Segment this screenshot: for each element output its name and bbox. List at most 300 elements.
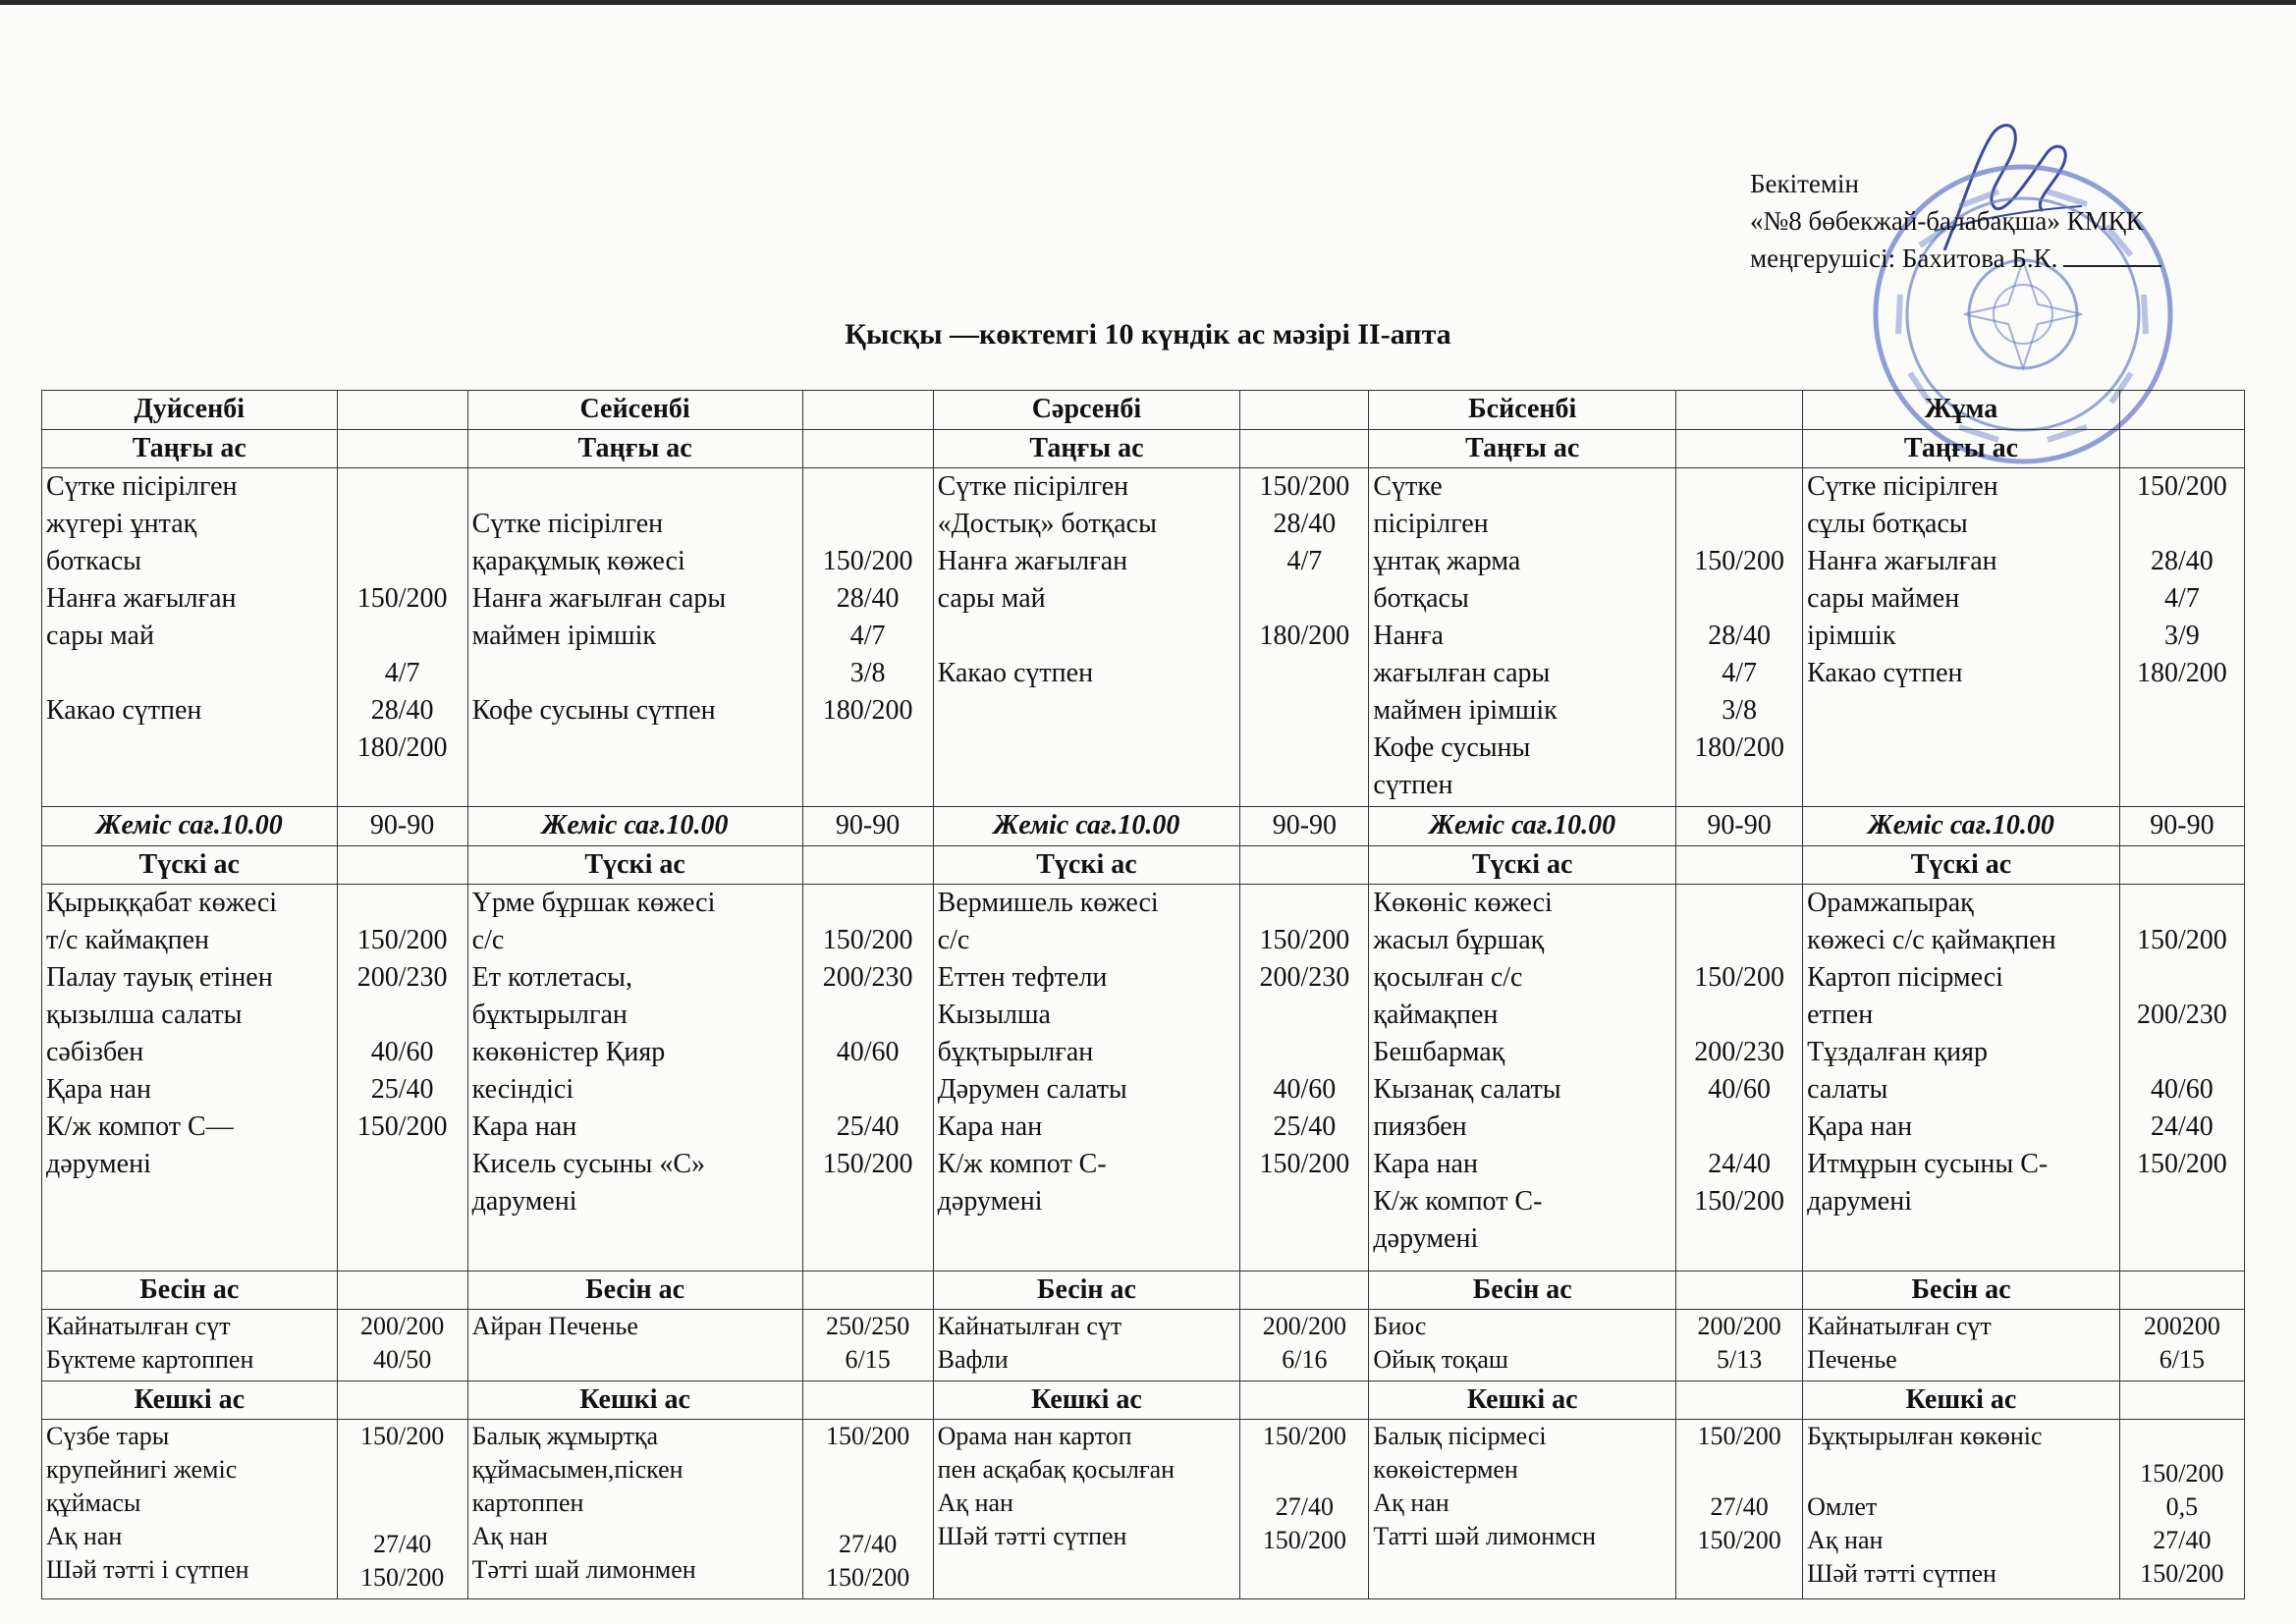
portion: 150/200 xyxy=(1694,546,1784,577)
dish-line: сары маймен xyxy=(1807,583,1960,615)
portion xyxy=(807,885,929,922)
dish-line: кесіндісі xyxy=(471,1073,574,1105)
dish-line: Көкөніс көжесі xyxy=(1373,887,1553,918)
dish-line: Сүтке пісірілген xyxy=(471,509,664,540)
portion-cell xyxy=(337,468,467,807)
dish-line: сәбізбен xyxy=(46,1036,144,1067)
dish-line: сүтпен xyxy=(1373,770,1453,801)
portion-cell xyxy=(337,1310,467,1380)
portion-cell xyxy=(802,1310,933,1380)
portion: 40/60 xyxy=(1273,1073,1337,1105)
fruit-row xyxy=(42,807,2245,845)
dish-line: бұктырылган xyxy=(471,999,628,1030)
portion: 3/8 xyxy=(849,658,886,689)
portion xyxy=(2124,1420,2240,1457)
dish-line: К/ж компот С- xyxy=(937,1148,1107,1179)
portion: 27/40 xyxy=(372,1529,432,1558)
portion xyxy=(1680,885,1798,922)
portion: 150/200 xyxy=(359,1421,445,1450)
dish-line: қаймақпен xyxy=(1373,999,1499,1030)
dish-line: Қырыққабат көжесі xyxy=(46,887,278,918)
dish-line: Кызылша xyxy=(937,999,1051,1030)
portion: 0,5 xyxy=(2165,1491,2199,1521)
dish-cell xyxy=(933,884,1240,1271)
portion: 150/200 xyxy=(356,583,448,615)
portion: 90-90 xyxy=(802,807,933,845)
dish-line: Биос xyxy=(1373,1312,1427,1341)
meal-label: Жеміс сағ.10.00 xyxy=(1369,807,1676,845)
portion: 200/200 xyxy=(1262,1312,1346,1341)
dish-cell xyxy=(1803,1310,2120,1380)
dish-line: боткасы xyxy=(46,546,141,577)
dish-line: Палау тауық етінен xyxy=(46,961,273,993)
dish-line: Кофе сусыны сүтпен xyxy=(471,695,716,727)
menu-table xyxy=(41,390,2245,1599)
dish-line: К/ж компот С— xyxy=(46,1110,234,1142)
portion-cell xyxy=(1240,884,1369,1271)
dish-line: Кызанақ салаты xyxy=(1373,1073,1561,1105)
day-header: Сейсенбі xyxy=(467,391,802,430)
dish-line: Картоп пісірмесі xyxy=(1807,961,2003,993)
portion: 25/40 xyxy=(836,1110,900,1142)
dish-cell xyxy=(42,1419,338,1598)
portion-cell xyxy=(2119,884,2244,1271)
dish-line: Вафли xyxy=(937,1345,1009,1375)
day-header: Бсйсенбі xyxy=(1369,391,1676,430)
dish-line: Шәй тәтті і сүтпен xyxy=(46,1554,249,1584)
portion: 40/60 xyxy=(836,1036,900,1067)
portion: 6/16 xyxy=(1282,1345,1328,1375)
meal-label: Бесін ас xyxy=(1369,1272,1676,1310)
dish-line: дарумені xyxy=(1807,1185,1912,1217)
portion: 200/230 xyxy=(822,961,913,993)
lunch-label-row xyxy=(42,845,2245,884)
dish-cell xyxy=(467,1310,802,1380)
portion: 27/40 xyxy=(1275,1491,1334,1521)
meal-label: Түскі ас xyxy=(42,845,338,884)
portion: 150/200 xyxy=(359,1562,445,1592)
portion: 150/200 xyxy=(1262,1525,1346,1554)
dish-line: Вермишель көжесі xyxy=(937,887,1159,918)
signature-line xyxy=(2063,244,2161,267)
dish-line: с/с xyxy=(937,924,970,955)
portion xyxy=(1244,580,1364,618)
meal-label: Кешкі ас xyxy=(1369,1380,1676,1419)
portion: 6/15 xyxy=(845,1345,891,1375)
portion: 200200 xyxy=(2143,1312,2220,1341)
dish-line: Айран Печенье xyxy=(471,1312,638,1341)
snack-label-row xyxy=(42,1272,2245,1310)
portion: 40/50 xyxy=(372,1345,432,1375)
page-title: Қысқы —көктемгі 10 күндік ас мәзірі II-апта xyxy=(845,318,1451,351)
portion: 200/200 xyxy=(1697,1312,1781,1341)
dish-line: Шәй тәтті сүтпен xyxy=(937,1521,1127,1550)
approval-line-3 xyxy=(1750,240,2161,277)
portion-cell xyxy=(1676,468,1803,807)
portion: 180/200 xyxy=(1694,732,1784,764)
portion xyxy=(807,1071,929,1109)
breakfast-label-row xyxy=(42,430,2245,468)
portion xyxy=(807,506,929,543)
portion: 150/200 xyxy=(2137,471,2227,503)
dish-line: маймен ірімшік xyxy=(1373,695,1558,727)
portion xyxy=(342,1453,464,1490)
day-header: Сәрсенбі xyxy=(933,391,1240,430)
portion: 150/200 xyxy=(2137,1148,2227,1179)
dish-line: Орама нан картоп xyxy=(937,1421,1132,1450)
dish-line: Үрме бұршак көжесі xyxy=(471,887,716,918)
dish-line: құймасымен,піскен xyxy=(471,1454,683,1484)
dish-line: Бұқтырылған көкөніс xyxy=(1807,1421,2043,1450)
portion-cell xyxy=(802,468,933,807)
dish-cell xyxy=(1369,1310,1676,1380)
scan-top-border xyxy=(0,0,2296,5)
dish-line: Сүтке пісірілген xyxy=(1807,471,1998,503)
approval-line-2: «№8 бөбекжай-балабақша» КМҚК xyxy=(1750,206,2144,236)
portion: 150/200 xyxy=(822,1148,913,1179)
portion xyxy=(1680,1109,1798,1146)
portion: 200/230 xyxy=(2137,999,2227,1030)
portion xyxy=(1680,1453,1798,1490)
dish-line: жасыл бұршақ xyxy=(1373,924,1545,955)
portion: 200/200 xyxy=(359,1312,445,1341)
portion: 28/40 xyxy=(1708,621,1771,652)
portion: 150/200 xyxy=(2140,1558,2224,1588)
dish-line: Ақ нан xyxy=(1807,1525,1884,1554)
meal-label: Жеміс сағ.10.00 xyxy=(467,807,802,845)
dinner-label-row xyxy=(42,1380,2245,1419)
dinner-row xyxy=(42,1419,2245,1598)
dish-line xyxy=(938,618,1236,655)
dish-line: бұқтырылған xyxy=(937,1036,1094,1067)
portion: 200/230 xyxy=(1694,1036,1784,1067)
portion xyxy=(1680,506,1798,543)
dish-line: Татті шәй лимонмсн xyxy=(1373,1521,1597,1550)
portion xyxy=(342,468,464,506)
dish-line: салаты xyxy=(1807,1073,1888,1105)
portion xyxy=(2124,1034,2240,1071)
portion: 150/200 xyxy=(1694,961,1784,993)
snack-row xyxy=(42,1310,2245,1380)
meal-label: Бесін ас xyxy=(42,1272,338,1310)
dish-line: картоппен xyxy=(471,1488,584,1517)
dish-cell xyxy=(1369,1419,1676,1598)
dish-line: Кайнатылған сүт xyxy=(1807,1312,1992,1341)
portion: 90-90 xyxy=(1676,807,1803,845)
portion: 150/200 xyxy=(825,1421,910,1450)
portion: 3/8 xyxy=(1722,695,1757,727)
portion: 25/40 xyxy=(1273,1110,1337,1142)
portion: 180/200 xyxy=(1259,621,1350,652)
lunch-row xyxy=(42,884,2245,1271)
dish-line: пиязбен xyxy=(1373,1110,1467,1142)
dish-cell xyxy=(1803,1419,2120,1598)
portion xyxy=(342,543,464,580)
dish-line: көкөністер Қияр xyxy=(471,1036,666,1067)
portion-cell xyxy=(2119,1419,2244,1598)
portion: 200/230 xyxy=(1259,961,1350,993)
dish-line: Балық жұмыртқа xyxy=(471,1421,659,1450)
dish-line: Кисель сусыны «С» xyxy=(471,1148,706,1179)
portion xyxy=(1244,997,1364,1034)
dish-line: Ет котлетасы, xyxy=(471,961,632,993)
dish-line: Ойық тоқаш xyxy=(1373,1345,1508,1375)
portion: 28/40 xyxy=(2151,546,2214,577)
portion: 90-90 xyxy=(1240,807,1369,845)
portion: 150/200 xyxy=(1259,924,1350,955)
dish-line: Омлет xyxy=(1807,1491,1878,1521)
dish-cell xyxy=(467,884,802,1271)
dish-cell xyxy=(1803,884,2120,1271)
day-header: Дуйсенбі xyxy=(42,391,338,430)
portion: 4/7 xyxy=(2164,583,2200,615)
portion: 90-90 xyxy=(2119,807,2244,845)
dish-line: Бүктеме картоппен xyxy=(46,1345,254,1375)
dish-line: етпен xyxy=(1807,999,1874,1030)
dish-line: Қара нан xyxy=(1807,1110,1913,1142)
portion xyxy=(807,997,929,1034)
approval-block xyxy=(1750,165,2161,277)
meal-label: Жеміс сағ.10.00 xyxy=(42,807,338,845)
portion: 4/7 xyxy=(384,658,420,689)
portion xyxy=(342,997,464,1034)
breakfast-row xyxy=(42,468,2245,807)
portion: 180/200 xyxy=(822,695,913,727)
dish-line: Ақ нан xyxy=(471,1521,548,1550)
dish-line: «Достық» ботқасы xyxy=(937,509,1157,540)
meal-label: Түскі ас xyxy=(1369,845,1676,884)
dish-line: Нанға жағылған сары xyxy=(471,583,727,615)
dish-line: қосылған с/с xyxy=(1373,961,1523,993)
dish-cell xyxy=(933,468,1240,807)
portion: 180/200 xyxy=(356,732,448,764)
meal-label: Таңғы ас xyxy=(1803,430,2120,468)
portion xyxy=(1680,997,1798,1034)
portion xyxy=(1244,885,1364,922)
dish-line: қарақұмық көжесі xyxy=(471,546,685,577)
portion-cell xyxy=(1676,1419,1803,1598)
portion: 150/200 xyxy=(2140,1458,2224,1488)
meal-label: Кешкі ас xyxy=(467,1380,802,1419)
portion: 25/40 xyxy=(370,1073,434,1105)
dish-cell xyxy=(933,1310,1240,1380)
dish-line: сары май xyxy=(46,621,154,652)
portion: 40/60 xyxy=(2151,1073,2214,1105)
portion: 150/200 xyxy=(1697,1525,1781,1554)
portion xyxy=(2124,885,2240,922)
dish-line: қызылша салаты xyxy=(46,999,243,1030)
dish-line: Какао сүтпен xyxy=(1807,658,1963,689)
dish-line: жүгері ұнтақ xyxy=(46,509,197,540)
portion: 180/200 xyxy=(2137,658,2227,689)
portion xyxy=(342,885,464,922)
dish-line: ірімшік xyxy=(1807,621,1896,652)
portion xyxy=(342,618,464,655)
dish-line: Ақ нан xyxy=(46,1521,123,1550)
portion-cell xyxy=(802,884,933,1271)
dish-line: Нанға жағылған xyxy=(46,583,237,615)
dish-line: Какао сүтпен xyxy=(937,658,1094,689)
portion xyxy=(807,1453,929,1490)
portion: 5/13 xyxy=(1716,1345,1763,1375)
portion-cell xyxy=(1240,1419,1369,1598)
portion: 150/200 xyxy=(822,546,913,577)
portion-cell xyxy=(2119,468,2244,807)
portion-cell xyxy=(1676,1310,1803,1380)
portion xyxy=(2124,959,2240,997)
dish-line: с/с xyxy=(471,924,505,955)
meal-label: Түскі ас xyxy=(933,845,1240,884)
dish-cell xyxy=(1803,468,2120,807)
dish-cell xyxy=(467,1419,802,1598)
portion: 27/40 xyxy=(1710,1491,1769,1521)
portion xyxy=(1244,1453,1364,1490)
meal-label: Бесін ас xyxy=(933,1272,1240,1310)
dish-line: Сүтке xyxy=(1373,471,1443,503)
portion: 27/40 xyxy=(2153,1525,2212,1554)
dish-line: Сүзбе тары xyxy=(46,1421,170,1450)
dish-line: дәрумені xyxy=(937,1185,1043,1217)
dish-line: Тәтті шай лимонмен xyxy=(471,1554,696,1584)
dish-line: Какао сүтпен xyxy=(46,695,202,727)
meal-label: Түскі ас xyxy=(467,845,802,884)
dish-line: Ақ нан xyxy=(1373,1488,1449,1517)
meal-label: Бесін ас xyxy=(467,1272,802,1310)
portion: 24/40 xyxy=(1708,1148,1771,1179)
portion xyxy=(807,468,929,506)
portion: 24/40 xyxy=(2151,1110,2214,1142)
portion-cell xyxy=(337,1419,467,1598)
dish-line: К/ж компот С- xyxy=(1373,1185,1543,1217)
dish-cell xyxy=(1369,468,1676,807)
portion-cell xyxy=(802,1419,933,1598)
meal-label: Жеміс сағ.10.00 xyxy=(933,807,1240,845)
portion: 150/200 xyxy=(825,1562,910,1592)
portion: 28/40 xyxy=(836,583,900,615)
portion-cell xyxy=(2119,1310,2244,1380)
approval-line-1: Бекітемін xyxy=(1750,169,1859,198)
dish-line: дәрумені xyxy=(46,1148,151,1179)
dish-line: Кайнатылған сүт xyxy=(46,1312,231,1341)
portion xyxy=(1680,580,1798,618)
dish-line: Печенье xyxy=(1807,1345,1897,1375)
dish-line: көкөістермен xyxy=(1373,1454,1518,1484)
portion: 150/200 xyxy=(1259,1148,1350,1179)
portion: 150/200 xyxy=(1697,1421,1781,1450)
dish-line: құймасы xyxy=(46,1488,141,1517)
portion xyxy=(1244,1034,1364,1071)
portion xyxy=(1680,922,1798,959)
dish-line: Кайнатылған сүт xyxy=(937,1312,1122,1341)
dish-line: т/с каймақпен xyxy=(46,924,209,955)
day-header: Жұма xyxy=(1803,391,2120,430)
portion xyxy=(2124,506,2240,543)
dish-line: Нанға жағылған xyxy=(937,546,1128,577)
portion: 250/250 xyxy=(825,1312,910,1341)
portion xyxy=(1680,468,1798,506)
dish-line: Қара нан xyxy=(46,1073,151,1105)
dish-line: сары май xyxy=(937,583,1046,615)
meal-label: Түскі ас xyxy=(1803,845,2120,884)
portion-cell xyxy=(1240,468,1369,807)
portion: 4/7 xyxy=(1286,546,1323,577)
dish-cell xyxy=(42,468,338,807)
portion-cell xyxy=(1240,1310,1369,1380)
dish-line: Кара нан xyxy=(471,1110,577,1142)
portion: 200/230 xyxy=(356,961,448,993)
meal-label: Кешкі ас xyxy=(1803,1380,2120,1419)
portion: 3/9 xyxy=(2164,621,2200,652)
meal-label: Кешкі ас xyxy=(933,1380,1240,1419)
dish-line: Еттен тефтели xyxy=(937,961,1108,993)
dish-line: Балық пісірмесі xyxy=(1373,1421,1547,1450)
dish-line: Сүтке пісірілген xyxy=(46,471,238,503)
dish-line: жағылған сары xyxy=(1373,658,1551,689)
portion xyxy=(807,1490,929,1528)
portion-cell xyxy=(337,884,467,1271)
dish-line xyxy=(472,468,798,506)
portion: 28/40 xyxy=(1273,509,1337,540)
dish-line: Шәй тәтті сүтпен xyxy=(1807,1558,1996,1588)
dish-line: Итмұрын сусыны С- xyxy=(1807,1148,2049,1179)
dish-line: дарумені xyxy=(471,1185,577,1217)
dish-line xyxy=(1807,1453,2115,1490)
dish-line: пісірілген xyxy=(1373,509,1489,540)
portion: 40/60 xyxy=(370,1036,434,1067)
portion: 150/200 xyxy=(822,924,913,955)
portion: 6/15 xyxy=(2159,1345,2206,1375)
dish-line: Кара нан xyxy=(1373,1148,1478,1179)
dish-line: Нанға жағылған xyxy=(1807,546,1997,577)
portion: 4/7 xyxy=(1722,658,1757,689)
dish-cell xyxy=(42,884,338,1271)
dish-line: Дәрумен салаты xyxy=(937,1073,1127,1105)
meal-label: Таңғы ас xyxy=(42,430,338,468)
dish-line: ботқасы xyxy=(1373,583,1469,615)
dish-line: маймен ірімшік xyxy=(471,621,656,652)
meal-label: Жеміс сағ.10.00 xyxy=(1803,807,2120,845)
portion-cell xyxy=(1676,884,1803,1271)
meal-label: Таңғы ас xyxy=(933,430,1240,468)
meal-label: Таңғы ас xyxy=(467,430,802,468)
dish-line: Бешбармақ xyxy=(1373,1036,1505,1067)
portion: 150/200 xyxy=(356,924,448,955)
portion: 150/200 xyxy=(1262,1421,1346,1450)
dish-cell xyxy=(42,1310,338,1380)
dish-line: Кара нан xyxy=(937,1110,1043,1142)
dish-line xyxy=(472,655,798,692)
portion: 150/200 xyxy=(2137,924,2227,955)
dish-line: дәрумені xyxy=(1373,1222,1479,1254)
dish-line: көжесі с/с қаймақпен xyxy=(1807,924,2056,955)
dish-line: сұлы ботқасы xyxy=(1807,509,1968,540)
portion: 40/60 xyxy=(1708,1073,1771,1105)
dish-line: крупейнигі жеміс xyxy=(46,1454,238,1484)
meal-label: Таңғы ас xyxy=(1369,430,1676,468)
portion: 4/7 xyxy=(849,621,886,652)
portion: 150/200 xyxy=(1694,1185,1784,1217)
dish-line: Кофе сусыны xyxy=(1373,732,1531,764)
dish-cell xyxy=(1369,884,1676,1271)
dish-line: Нанға xyxy=(1373,621,1444,652)
portion: 150/200 xyxy=(356,1110,448,1142)
dish-line: Ақ нан xyxy=(937,1488,1013,1517)
meal-label: Бесін ас xyxy=(1803,1272,2120,1310)
portion xyxy=(342,506,464,543)
approval-line-3-text: меңгерушісі: Бахитова Б.К. xyxy=(1750,244,2058,273)
portion: 28/40 xyxy=(370,695,434,727)
dish-line: ұнтақ жарма xyxy=(1373,546,1521,577)
